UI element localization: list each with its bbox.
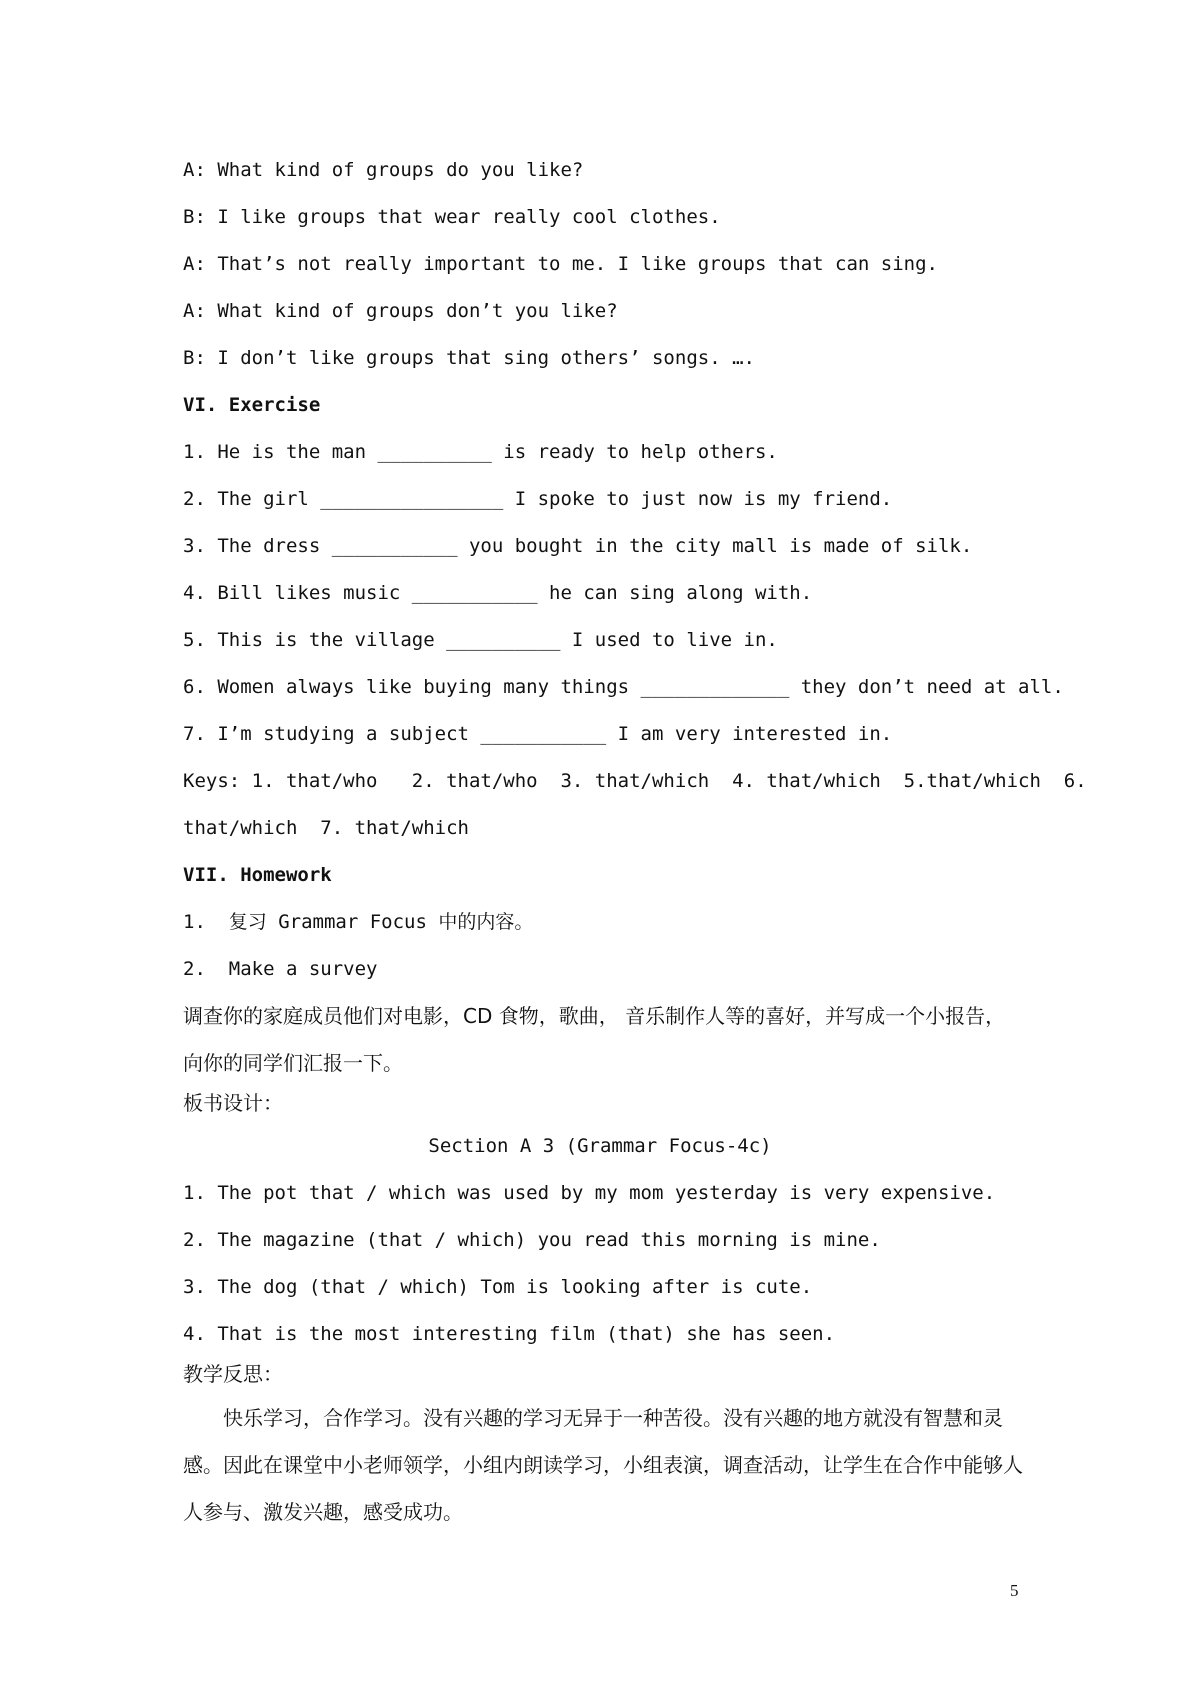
board-label: 板书设计： [183, 1091, 283, 1115]
dialogue-line: A: What kind of groups do you like? [183, 159, 584, 181]
board-title: Section A 3 (Grammar Focus-4c) [428, 1135, 772, 1157]
exercise-item: 4. Bill likes music ___________ he can sing along with. [183, 582, 813, 604]
reflection-text: 快乐学习，合作学习。没有兴趣的学习无异于一种苦役。没有兴趣的地方就没有智慧和灵感。因此在课堂中小老师领学，小组内朗读学习，小组表演，调查活动，让学生在合作中能够人人参与、激发兴趣，感受成功。 [183, 1406, 1023, 1524]
dialogue-line: B: I like groups that wear really cool clothes. [183, 206, 721, 228]
exercise-item: 7. I’m studying a subject ___________ I am very interested in. [183, 723, 893, 745]
board-item: 3. The dog (that / which) Tom is looking after is cute. [183, 1276, 813, 1298]
survey-text: 调查你的家庭成员他们对电影，CD 食物，歌曲， 音乐制作人等的喜好，并写成一个小报告， [183, 1004, 1006, 1028]
homework-item: 1. 复习 Grammar Focus 中的内容。 [183, 911, 534, 933]
dialogue-line: B: I don’t like groups that sing others’ songs. …. [183, 347, 755, 369]
exercise-item: 5. This is the village __________ I used to live in. [183, 629, 778, 651]
page-number: 5 [1010, 1581, 1019, 1600]
reflection-label: 教学反思： [183, 1362, 283, 1386]
answer-keys: Keys: 1. that/who 2. that/who 3. that/which 4. that/which 5.that/which 6. [183, 770, 1087, 792]
board-item: 1. The pot that / which was used by my mom yesterday is very expensive. [183, 1182, 996, 1204]
exercise-item: 6. Women always like buying many things _____________ they don’t need at all. [183, 676, 1064, 698]
answer-keys: that/which 7. that/which [183, 817, 469, 839]
homework-heading: VII. Homework [183, 864, 332, 886]
exercise-item: 1. He is the man __________ is ready to help others. [183, 441, 778, 463]
board-item: 4. That is the most interesting film (that) she has seen. [183, 1323, 836, 1345]
exercise-item: 3. The dress ___________ you bought in the city mall is made of silk. [183, 535, 973, 557]
exercise-item: 2. The girl ________________ I spoke to just now is my friend. [183, 488, 893, 510]
homework-item: 2. Make a survey [183, 958, 378, 980]
board-item: 2. The magazine (that / which) you read this morning is mine. [183, 1229, 881, 1251]
dialogue-line: A: What kind of groups don’t you like? [183, 300, 618, 322]
survey-text: 向你的同学们汇报一下。 [183, 1051, 403, 1075]
exercise-heading: VI. Exercise [183, 394, 321, 416]
dialogue-line: A: That’s not really important to me. I like groups that can sing. [183, 253, 938, 275]
